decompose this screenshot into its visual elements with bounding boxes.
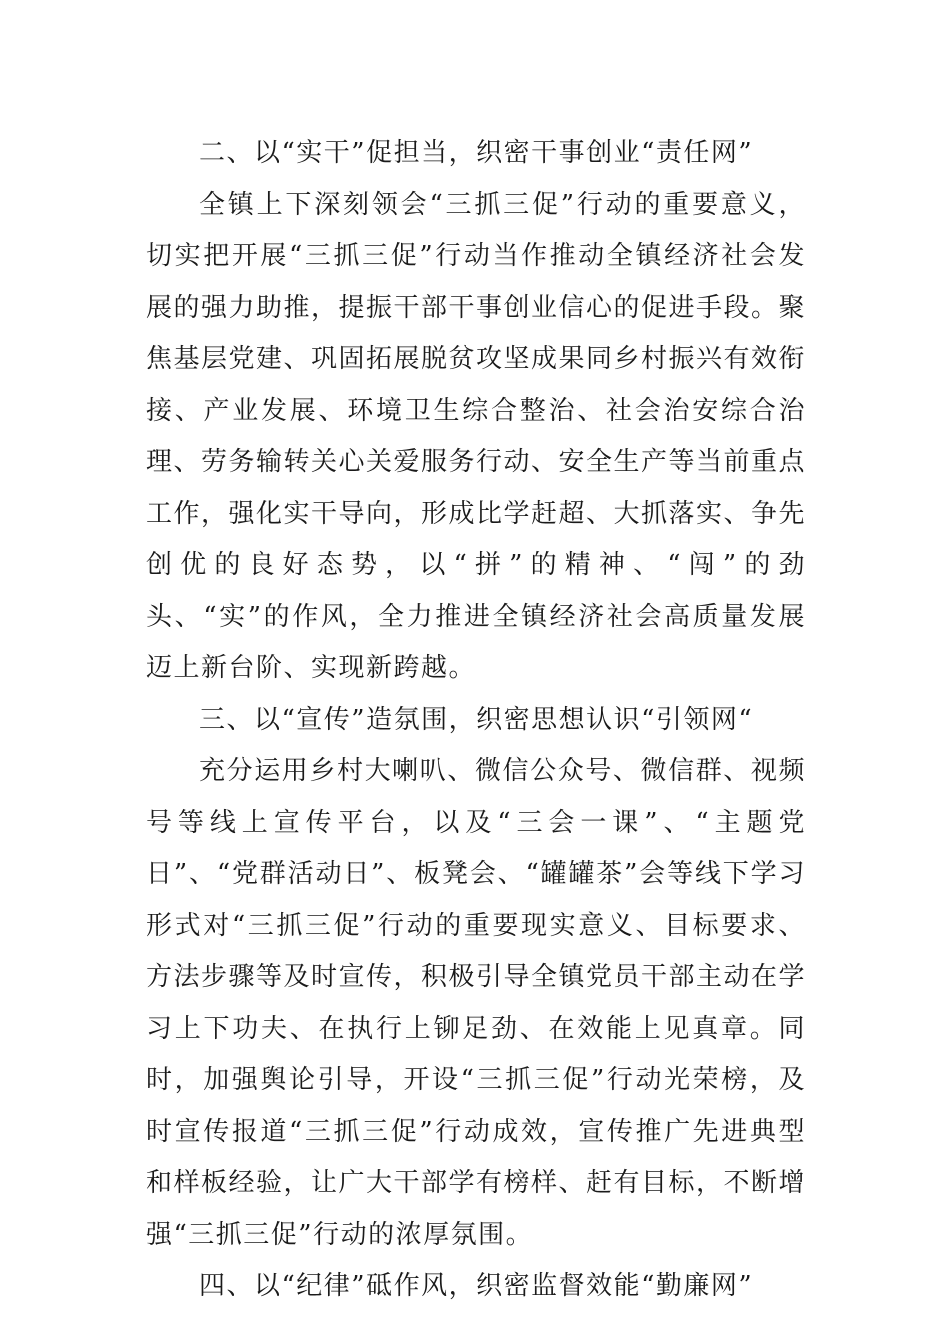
section-heading-4: 四、以“纪律”砥作风，织密监督效能“勤廉网” bbox=[199, 1271, 754, 1301]
section-heading-2: 二、以“实干”促担当，织密干事创业“责任网” bbox=[199, 138, 754, 168]
section-paragraph-2: 全镇上下深刻领会“三抓三促”行动的重要意义，切实把开展“三抓三促”行动当作推动全镇经济社会发展的强力助推，提振干部干事创业信心的促进手段。聚焦基层党建、巩固拓展脱贫攻坚成果同乡村振兴有效衔接、产业发展、环境卫生综合整治、社会治安综合治理、劳务输转关心关爱服务行动、安全生产等当前重点工作，强化实干导向，形成比学赶超、大抓落实、争先创优的良好态势，以“拼”的精神、“闯”的劲头、“实”的作风，全力推进全镇经济社会高质量发展迈上新台阶、实现新跨越。 bbox=[146, 189, 807, 683]
document-body bbox=[146, 128, 806, 1313]
section-heading-3: 三、以“宣传”造氛围，织密思想认识“引领网“ bbox=[199, 704, 754, 735]
section-paragraph-3: 充分运用乡村大喇叭、微信公众号、微信群、视频号等线上宣传平台，以及“三会一课”、“主题党日”、“党群活动日”、板凳会、“罐罐茶”会等线下学习形式对“三抓三促”行动的重要现实意义、目标要求、方法步骤等及时宣传，积极引导全镇党员干部主动在学习上下功夫、在执行上铆足劲、在效能上见真章。同时，加强舆论引导，开设“三抓三促”行动光荣榜，及时宣传报道“三抓三促”行动成效，宣传推广先进典型和样板经验，让广大干部学有榜样、赶有目标，不断增强“三抓三促”行动的浓厚氛围。 bbox=[146, 756, 807, 1250]
